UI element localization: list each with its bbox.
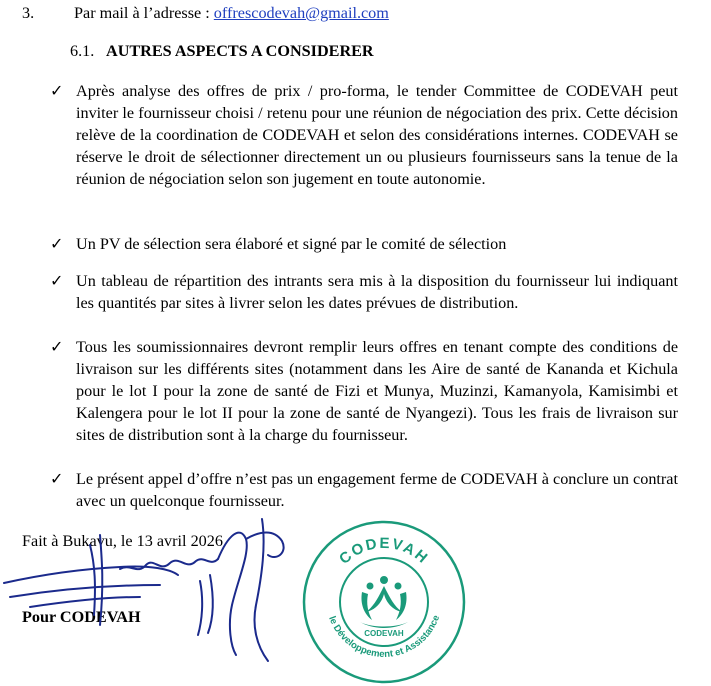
list-item-text: Un PV de sélection sera élaboré et signé par le comité de sélection (76, 235, 507, 253)
list-item (50, 336, 678, 446)
list-item (50, 80, 678, 190)
check-icon: ✓ (50, 338, 64, 356)
check-icon: ✓ (50, 272, 64, 290)
check-icon: ✓ (50, 235, 64, 253)
list-item-text: Tous les soumissionnaires devront remplir leurs offres en tenant compte des conditions de livraison sur les différents sites (notamment dans les Aire de santé de Kananda et Kichula pour le lot I pour la zone de santé de Fizi et Munya, Muzinzi, Kamanyola, Kamisimbi et Kalengera pour le lot II pour la zone de santé de Nyangezi). Tous les frais de livraison sur sites de distribution sont à la charge du fournisseur. (76, 338, 678, 444)
email-link[interactable]: offrescodevah@gmail.com (213, 4, 389, 22)
codevah-seal-icon (295, 510, 468, 686)
place-date: Fait à Bukavu, le 13 avril 2026 (22, 532, 223, 550)
contact-text: Par mail à l’adresse : (74, 4, 214, 22)
list-item (50, 270, 678, 314)
list-item-text: Un tableau de répartition des intrants sera mis à la disposition du fournisseur lui indiquant les quantités par sites à livrer selon les dates prévues de distribution. (76, 272, 678, 312)
contact-number: 3. (22, 4, 35, 22)
list-item (50, 233, 678, 255)
check-icon: ✓ (50, 470, 64, 488)
signatory: Pour CODEVAH (22, 608, 141, 626)
svg-text:CODEVAH (336, 535, 432, 568)
section-number: 6.1. (70, 42, 95, 60)
contact-line (22, 2, 389, 24)
list-item-text: Le présent appel d’offre n’est pas un engagement ferme de CODEVAH à conclure un contrat avec un quelconque fournisseur. (76, 470, 678, 510)
section-heading (70, 40, 374, 62)
seal-name: CODEVAH (336, 534, 432, 568)
seal-arc-text: Comité pour le Développement et Assistance Humanitaire (295, 510, 443, 660)
seal-center-label: CODEVAH (364, 629, 404, 638)
section-title: AUTRES ASPECTS A CONSIDERER (106, 42, 374, 60)
list-item-text: Après analyse des offres de prix / pro-forma, le tender Committee de CODEVAH peut inviter le fournisseur choisi / retenu pour une réunion de négociation des prix. Cette décision relève de la coordination de CODEVAH et selon des considérations internes. CODEVAH se réserve le droit de sélectionner directement un ou plusieurs fournisseurs sans la tenue de la réunion de négociation selon son jugement en toute autonomie. (76, 82, 678, 188)
check-icon: ✓ (50, 82, 64, 100)
signature-icon (0, 505, 320, 665)
